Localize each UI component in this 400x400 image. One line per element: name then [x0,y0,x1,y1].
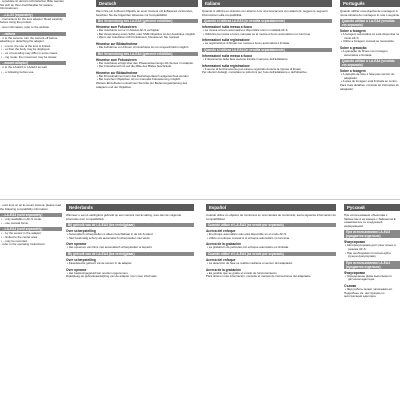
column-p1 [96,0,198,198]
section-heading: Bij gebruik van de LA-EA3 (los verkrijgbaar) [66,223,194,227]
paragraph: Quando si utilizza un obiettivo con attacco A su una fotocamera con attacco E, leggere le seguenti informazioni sulla compatibilità. [202,9,328,17]
paragraph: ...instructions for the lens adaptor. Read carefully before using the product. [0,16,63,25]
subheading: Sobre a focagem [340,29,366,34]
paragraph: Per ulteriori dettagli, consultare le istruzioni per l'uso dell'adattatore e dell'obiettivo. [202,70,308,75]
list-item: • Het opnemen van films met automatisch scherpstellen is beperkt. [67,245,153,250]
list-item: • Fasedetectie gebeurt via de sensor in de adapter. [67,260,133,265]
subheading: Informazioni sulla registrazione [202,38,250,43]
column-header: Español [206,204,336,211]
paragraph: ...ount lens on an E-mount camera, please read the following compatibility information. [0,204,62,211]
column-body [202,10,332,75]
list-item: • Der Autofokus erfolgt über den Phasenerkennungs-AF-Sensor im Adapter. [97,60,194,65]
column-header: Русский [344,204,400,211]
list-item: • Определение фазы выполняется датчиком адаптера. [345,273,392,282]
list-item: • Utilice el enfoque manual si el enfoque automático no funciona. [207,235,290,240]
paragraph: Подробнее см. инструкцию по эксплуатации адаптера. [344,290,385,299]
section-heading: ...LA-X3 (separately) [0,13,66,17]
section-heading: ...mount adaptor) [0,61,66,65]
paragraph: ...n to the camera, turn the camera off before attaching or detaching the adaptor. [0,35,58,44]
subheading: Sobre a focagem [340,69,366,74]
list-item: • Der Fokusbereich ist auf die Mitte des Bildes beschränkt. [97,64,172,69]
list-item: • La registrazione di filmati con messa a fuoco automatica è limitata. [203,41,290,46]
list-item: • Utilize a focagem manual se necessário. [341,39,395,44]
column-body [96,10,198,89]
column-p0 [0,0,66,198]
column-p3 [340,0,400,198]
column-body [206,214,336,279]
paragraph: ...refer to the operating instructions. [0,242,46,247]
paragraph: Cuando utilice un objetivo de montura A en una cámara de montura E, lea la siguiente información de compatibilidad. [206,213,336,221]
section-heading: ...LA-EA3 (sold separately) [0,213,62,217]
column-p6 [206,204,336,400]
list-item: • A focagem automática só está disponível no modo AF-S. [341,32,400,40]
paragraph: При использовании объектива с байонетом A на камере с байонетом E ознакомьтесь со следующей информацией. [344,213,396,228]
subheading: Фокусировка [344,240,365,245]
section-heading: Cuando utilice el LA-EA3 (se vende por separado) [206,223,336,227]
subheading: Over opname [66,267,87,272]
column-header: Português [340,0,400,7]
list-item: • Il suono di funzionamento può essere registrato durante la ripresa di filmati. [203,66,302,71]
column-p2 [202,0,332,198]
section-heading: Quando utilizar o LA-EA3 (vendido em separado) [340,19,400,27]
list-item: • ...e lens, the use of the lens is limited. [1,43,52,48]
section-heading: ...LA-EA4 (sold separately) [0,227,62,231]
list-item: • При необходимости используйте ручную фокусировку. [345,250,391,259]
paragraph: Quando utilizar uma objetiva de montagem A numa câmara de montagem E, leia o seguinte. [340,9,400,17]
list-item: • ...ing mode, the movement may be slower. [1,54,58,59]
subheading: Hinweise zum Fokussieren [96,25,137,30]
list-item: • ...limited to the center area. [1,234,38,239]
list-item: • ...may be recorded. [1,238,28,243]
list-item: • Звук работы может записываться. [345,286,393,291]
paragraph: Para mais detalhes, consulte as instruções do adaptador. [340,82,399,91]
section-heading: Cuando utilice el LA-EA4 (se vende por separado) [206,252,336,256]
subheading: Informazioni sulla messa a fuoco [202,53,253,58]
list-item: • La grabación de películas con enfoque automático es limitada. [207,245,289,250]
column-p5 [66,204,194,400]
list-item: • Die Aufnahme von Filmen mit Autofokus ist nur eingeschränkt möglich. [97,44,190,49]
subheading: Hinweise zur Bildaufnahme [96,70,138,75]
section-heading: Bei Verwendung des LA-EA4 (getrennt erhältlich) [96,52,198,56]
column-body [0,0,66,74]
subheading: Acerca de la grabación [206,242,241,247]
section-heading: При использовании LA-EA4 (продается отдельно) [344,261,400,269]
list-item: • Utilizzare la messa a fuoco manuale se la messa a fuoco automatica non funziona. [203,31,311,36]
list-item: • Bei Verwendung eines SAM- oder SSM-Objektivs ist der Autofokus möglich. [97,31,196,36]
column-p7 [344,204,400,400]
paragraph: ...lens information, refer to the website. [0,24,50,29]
list-item: • A deteção de fase é feita pelo sensor do adaptador. [341,72,395,80]
section-heading: При использовании LA-EA3 (продается отдельно) [344,230,400,238]
paragraph: Para obtener más información, consulte el manual de instrucciones del adaptador. [206,274,312,279]
paragraph: Wenn Sie ein A-Mount-Objektiv an einer Kamera mit E-Bajonett verwenden, beachten Sie die folgenden Hinweise zur Kompatibilität. [96,9,193,17]
subheading: Acerca del enfoque [206,257,236,262]
list-item: • Stel handmatig scherp als automatisch scherpstellen niet werkt. [67,235,151,240]
subheading: Over scherpstelling [66,229,96,234]
subheading: Informazioni sulla messa a fuoco [202,25,253,30]
list-item: • ...ce of recording may differ in some cases. [1,50,58,55]
section-heading: Bei Verwendung des LA-EA3 (getrennt erhältlich) [96,19,198,23]
list-item: • ...e following before use. [1,69,35,74]
paragraph: ...n to the LA-EA3 or LA-EA1 as well. [0,65,48,70]
subheading: Hinweise zum Fokussieren [96,57,137,62]
list-item: • A área de focagem está limitada ao centro. [341,79,398,84]
list-item: • La messa a fuoco automatica è disponibile solo in modalità AF-S. [203,28,289,33]
column-header: Nederlands [66,204,194,211]
column-body [66,214,194,279]
section-heading: Quando si utilizza LA-EA4 (in vendita separatamente) [202,48,332,52]
list-item: • Automatisch scherpstellen is alleen beschikbaar in de AF-S-stand. [67,232,154,237]
subheading: Sobre a gravação [340,45,367,50]
paragraph: ...tprodukte ist derzeit nicht lieferbar. Bitte wenden Sie sich an Ihren Fachhändler für weitere Informationen. [0,0,64,11]
column-body [0,204,62,247]
subheading: Hinweise zur Bildaufnahme [96,41,138,46]
column-body [340,10,400,91]
list-item: • Bei Filmaufnahmen kann das Betriebsgeräusch aufgezeichnet werden. [97,73,190,78]
subheading: Over opname [66,242,87,247]
list-item: • Автофокусировка доступна только в режиме AF-S. [345,243,396,251]
list-item: • ...by the sensor in the adaptor. [1,231,42,236]
subheading: Фокусировка [344,270,365,275]
subheading: Informazioni sulla registrazione [202,63,250,68]
paragraph: Wanneer u een A-vattinglens gebruikt op een camera met E-vatting, lees dan de volgende informatie over compatibiliteit. [66,213,182,221]
paragraph: Weitere Einzelheiten entnehmen Sie bitte der Bedienungsanleitung des Adapters und der Objektive. [96,80,188,89]
subheading: Acerca de la grabación [206,267,241,272]
list-item: • A gravação de filmes com focagem automática é limitada. [341,48,388,57]
list-item: • ...only available in AF-S mode. [1,217,42,222]
list-item: • Wenn der Autofokus nicht funktioniert, fokussieren Sie manuell. [97,35,180,40]
page-divider [0,199,400,200]
list-item: • El enfoque automático solo está disponible en el modo AF-S. [207,232,287,237]
subheading: Acerca del enfoque [206,229,236,234]
section-heading: Bij gebruik van de LA-EA4 (los verkrijgbaar) [66,252,194,256]
column-body [344,214,400,299]
paragraph: Raadpleeg de gebruiksaanwijzing van de adapter voor meer informatie. [66,274,158,279]
list-item: • Il rilevamento della fase avviene tramite il sensore dell'adattatore. [203,56,289,61]
column-p4 [0,204,62,400]
subheading: Съемка [344,283,357,288]
subheading: Over scherpstelling [66,257,96,262]
section-heading: Quando si utilizza LA-EA3 (in vendita separatamente) [202,19,332,23]
column-header: Italiano [202,0,332,7]
list-item: • Bei manchen Objektiven ist nur manuelle Fokussierung möglich. [97,77,182,82]
list-item: • Het bedieningsgeluid kan worden opgenomen. [67,270,129,275]
list-item: • La detección de fase se realiza mediante el sensor del adaptador. [207,260,294,265]
section-heading: Quando utilizar o LA-EA4 (vendido em separado) [340,59,400,67]
list-item: • Es posible que se grabe el sonido de funcionamiento. [207,270,278,275]
list-item: • ...use manual focus. [1,220,29,225]
list-item: • ...er than the body may be displayed. [1,47,51,52]
column-header: Deutsch [96,0,198,7]
list-item: • Der Autofokus ist nur im Modus AF-S verfügbar. [97,28,160,33]
section-heading: ...rations [0,32,66,36]
